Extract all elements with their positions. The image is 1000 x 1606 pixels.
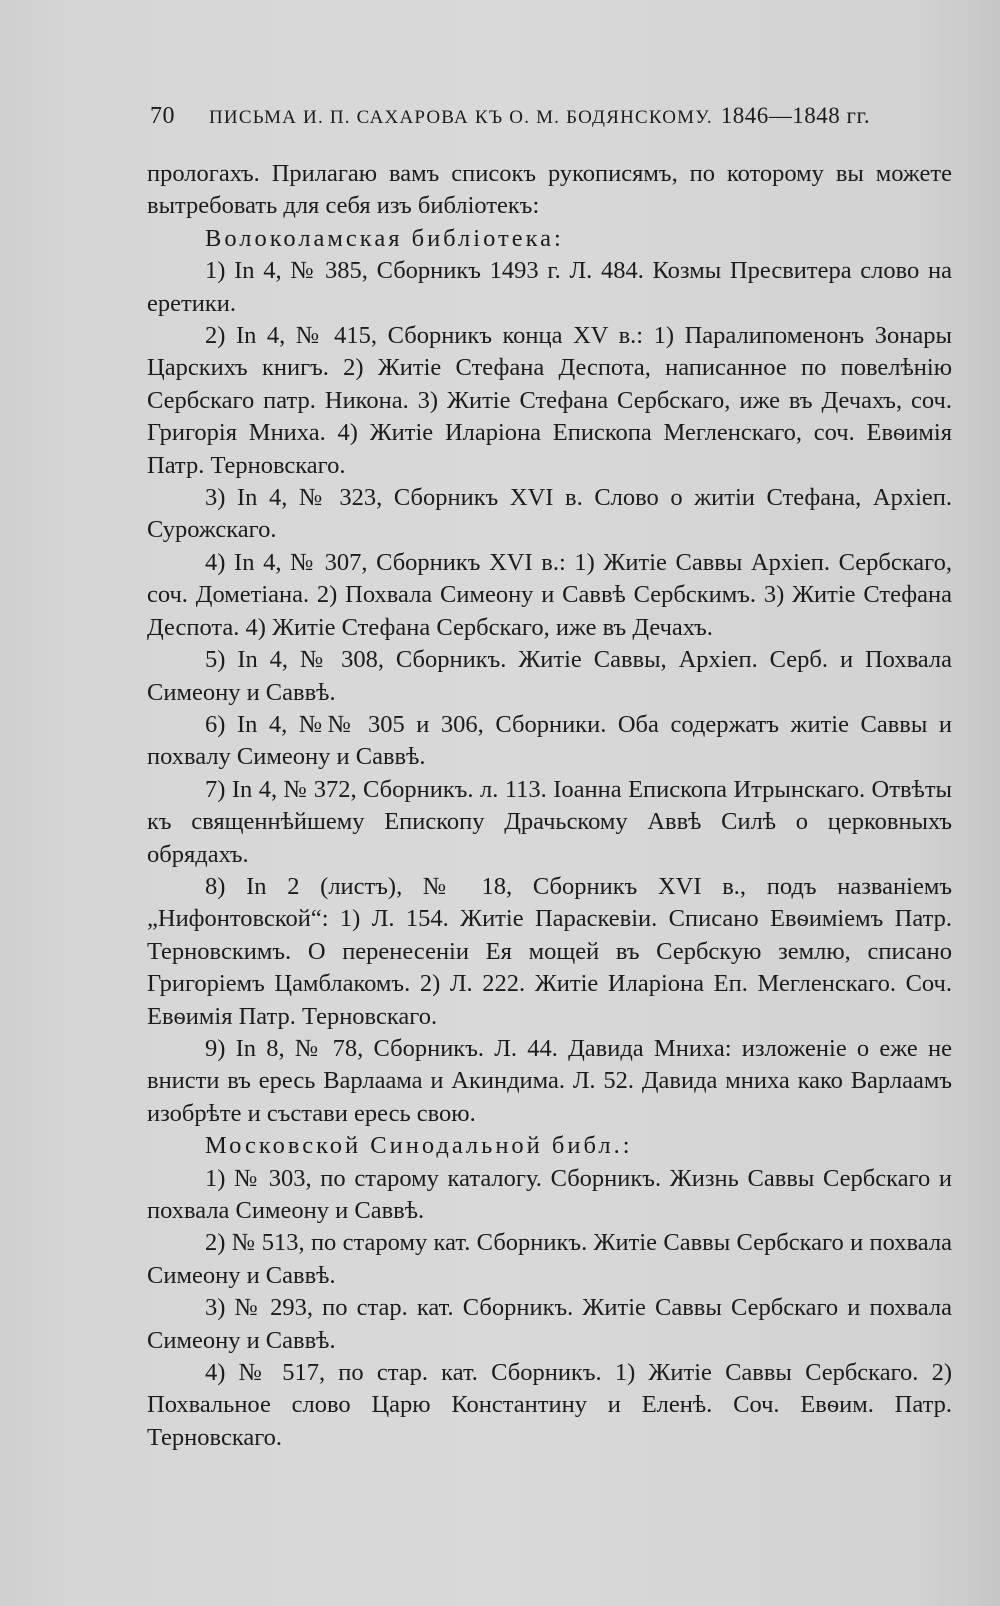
list-item: 6) In 4, №№ 305 и 306, Сборники. Оба содержатъ житіе Саввы и похвалу Симеону и Саввѣ. [147,710,952,771]
section-heading-volokolamsk: Волоколамская библіотека: [205,224,564,252]
list-item: 7) In 4, № 372, Сборникъ. л. 113. Іоанна Епископа Итрынскаго. Отвѣты къ священнѣйшему Епископу Драчьскому Аввѣ Силѣ о церковныхъ обрядахъ. [147,775,952,868]
list-item: 3) In 4, № 323, Сборникъ XVI в. Слово о житіи Стефана, Архіеп. Сурожскаго. [147,484,952,544]
running-header [150,103,900,130]
running-title-years: 1846—1848 гг. [720,103,871,128]
list-item: 2) № 513, по старому кат. Сборникъ. Житіе Саввы Сербскаго и похвала Симеону и Саввѣ. [147,1229,952,1289]
list-item: 3) № 293, по стар. кат. Сборникъ. Житіе Саввы Сербскаго и похвала Симеону и Саввѣ. [147,1294,952,1354]
page-number: 70 [150,103,175,129]
section-heading-synodal: Московской Синодальной библ.: [205,1132,633,1160]
body-text [147,158,952,1454]
paragraph-intro: прологахъ. Прилагаю вамъ списокъ рукописямъ, по которому вы можете вытребовать для себя изъ библіотекъ: [147,160,952,220]
list-item: 4) № 517, по стар. кат. Сборникъ. 1) Житіе Саввы Сербскаго. 2) Похвальное слово Царю Константину и Еленѣ. Соч. Евѳим. Патр. Терновскаго. [147,1359,952,1451]
list-item: 5) In 4, № 308, Сборникъ. Житіе Саввы, Архіеп. Серб. и Похвала Симеону и Саввѣ. [147,646,952,706]
list-item: 9) In 8, № 78, Сборникъ. Л. 44. Давида Мниха: изложеніе о еже не внисти въ ересь Варлаама и Акиндима. Л. 52. Давида мниха како Варлаамъ изобрѣте и състави ересь свою. [147,1034,952,1127]
running-title: ПИСЬМА И. П. САХАРОВА КЪ О. М. БОДЯНСКОМУ. [209,107,713,128]
list-item: 2) In 4, № 415, Сборникъ конца XV в.: 1) Паралипоменонъ Зонары Царскихъ книгъ. 2) Житіе Стефана Деспота, написанное по повелѣнію Сербскаго патр. Никона. 3) Житіе Стефана Сербскаго, иже въ Дечахъ, соч. Григорія Мниха. 4) Житіе Иларіона Епископа Мегленскаго, соч. Евѳимія Патр. Терновскаго. [147,322,952,479]
list-item: 4) In 4, № 307, Сборникъ XVI в.: 1) Житіе Саввы Архіеп. Сербскаго, соч. Дометіана. 2) Похвала Симеону и Саввѣ Сербскимъ. 3) Житіе Стефана Деспота. 4) Житіе Стефана Сербскаго, иже въ Дечахъ. [147,548,952,641]
list-item: 8) In 2 (листъ), № 18, Сборникъ XVI в., подъ названіемъ „Нифонтовской“: 1) Л. 154. Житіе Параскевіи. Списано Евѳиміемъ Патр. Терновскимъ. О перенесеніи Ея мощей въ Сербскую землю, списано Григоріемъ Цамблакомъ. 2) Л. 222. Житіе Иларіона Еп. Мегленскаго. Соч. Евѳимія Патр. Терновскаго. [147,872,952,1030]
list-item: 1) In 4, № 385, Сборникъ 1493 г. Л. 484. Козмы Пресвитера слово на еретики. [147,257,952,317]
list-item: 1) № 303, по старому каталогу. Сборникъ. Жизнь Саввы Сербскаго и похвала Симеону и Саввѣ. [147,1164,952,1224]
